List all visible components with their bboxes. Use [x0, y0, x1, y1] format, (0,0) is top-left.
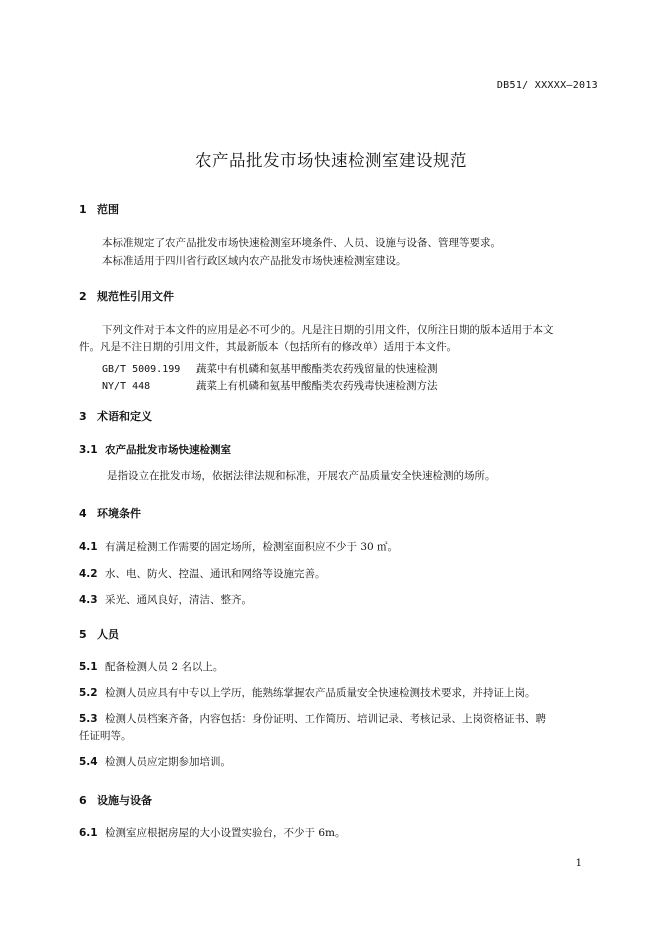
- subsection-title: 农产品批发市场快速检测室: [105, 444, 231, 456]
- section-number: 3: [79, 410, 87, 423]
- subsection-3-1-heading: [79, 442, 231, 457]
- clause-4-2: [79, 566, 326, 581]
- section-title: 范围: [97, 203, 119, 216]
- document-code: DB51/ XXXXX—2013: [496, 80, 598, 91]
- reference-code: NY/T 448: [102, 381, 151, 392]
- paragraph: 下列文件对于本文件的应用是必不可少的。凡是注日期的引用文件，仅所注日期的版本适用于本文: [102, 324, 554, 336]
- clause-text: 检测人员应具有中专以上学历，能熟练掌握农产品质量安全快速检测技术要求，并持证上岗。: [105, 687, 536, 699]
- reference-code: GB/T 5009.199: [102, 364, 181, 375]
- section-title: 规范性引用文件: [97, 290, 174, 303]
- clause-text: 检测人员档案齐备，内容包括：身份证明、工作简历、培训记录、考核记录、上岗资格证书、聘: [105, 713, 546, 725]
- clause-text: 配备检测人员 2 名以上。: [105, 661, 224, 673]
- clause-number: 4.2: [79, 568, 98, 580]
- document-title: 农产品批发市场快速检测室建设规范: [195, 151, 467, 170]
- section-title: 人员: [97, 628, 119, 641]
- section-number: 2: [79, 290, 87, 303]
- clause-6-1: [79, 825, 345, 840]
- clause-number: 4.1: [79, 541, 98, 553]
- clause-number: 5.1: [79, 661, 98, 673]
- clause-5-3: [79, 711, 546, 726]
- section-6-heading: [79, 792, 152, 808]
- reference-title: 蔬菜中有机磷和氨基甲酸酯类农药残留量的快速检测: [196, 363, 438, 375]
- clause-5-4: [79, 754, 231, 769]
- section-title: 设施与设备: [97, 794, 152, 807]
- clause-text: 有满足检测工作需要的固定场所，检测室面积应不少于 30 ㎡。: [105, 541, 399, 553]
- section-title: 术语和定义: [97, 410, 152, 423]
- definition-text: 是指设立在批发市场，依据法律法规和标准，开展农产品质量安全快速检测的场所。: [107, 470, 496, 482]
- section-3-heading: [79, 408, 152, 424]
- reference-title: 蔬菜上有机磷和氨基甲酸酯类农药残毒快速检测方法: [196, 380, 438, 392]
- clause-text: 采光、通风良好，清洁、整齐。: [105, 594, 252, 606]
- clause-text: 检测人员应定期参加培训。: [105, 756, 231, 768]
- section-number: 5: [79, 628, 87, 641]
- page-number: 1: [575, 858, 582, 869]
- clause-number: 6.1: [79, 827, 98, 839]
- clause-text: 水、电、防火、控温、通讯和网络等设施完善。: [105, 568, 326, 580]
- subsection-number: 3.1: [79, 444, 98, 456]
- clause-number: 5.2: [79, 687, 98, 699]
- section-number: 6: [79, 794, 87, 807]
- section-1-heading: [79, 201, 119, 217]
- section-number: 4: [79, 507, 87, 520]
- clause-5-1: [79, 659, 223, 674]
- paragraph: 本标准规定了农产品批发市场快速检测室环境条件、人员、设施与设备、管理等要求。: [102, 237, 501, 249]
- clause-continuation: 任证明等。: [79, 730, 132, 742]
- paragraph: 件。凡是不注日期的引用文件，其最新版本（包括所有的修改单）适用于本文件。: [79, 341, 457, 353]
- section-2-heading: [79, 288, 174, 304]
- reference-item: [102, 374, 438, 393]
- clause-number: 5.4: [79, 756, 98, 768]
- clause-5-2: [79, 685, 536, 700]
- section-4-heading: [79, 505, 141, 521]
- clause-number: 4.3: [79, 594, 98, 606]
- clause-4-1: [79, 539, 398, 554]
- section-title: 环境条件: [97, 507, 141, 520]
- clause-text: 检测室应根据房屋的大小设置实验台，不少于 6m。: [105, 827, 346, 839]
- paragraph: 本标准适用于四川省行政区域内农产品批发市场快速检测室建设。: [102, 255, 407, 267]
- section-5-heading: [79, 626, 119, 642]
- clause-4-3: [79, 592, 252, 607]
- clause-number: 5.3: [79, 713, 98, 725]
- section-number: 1: [79, 203, 87, 216]
